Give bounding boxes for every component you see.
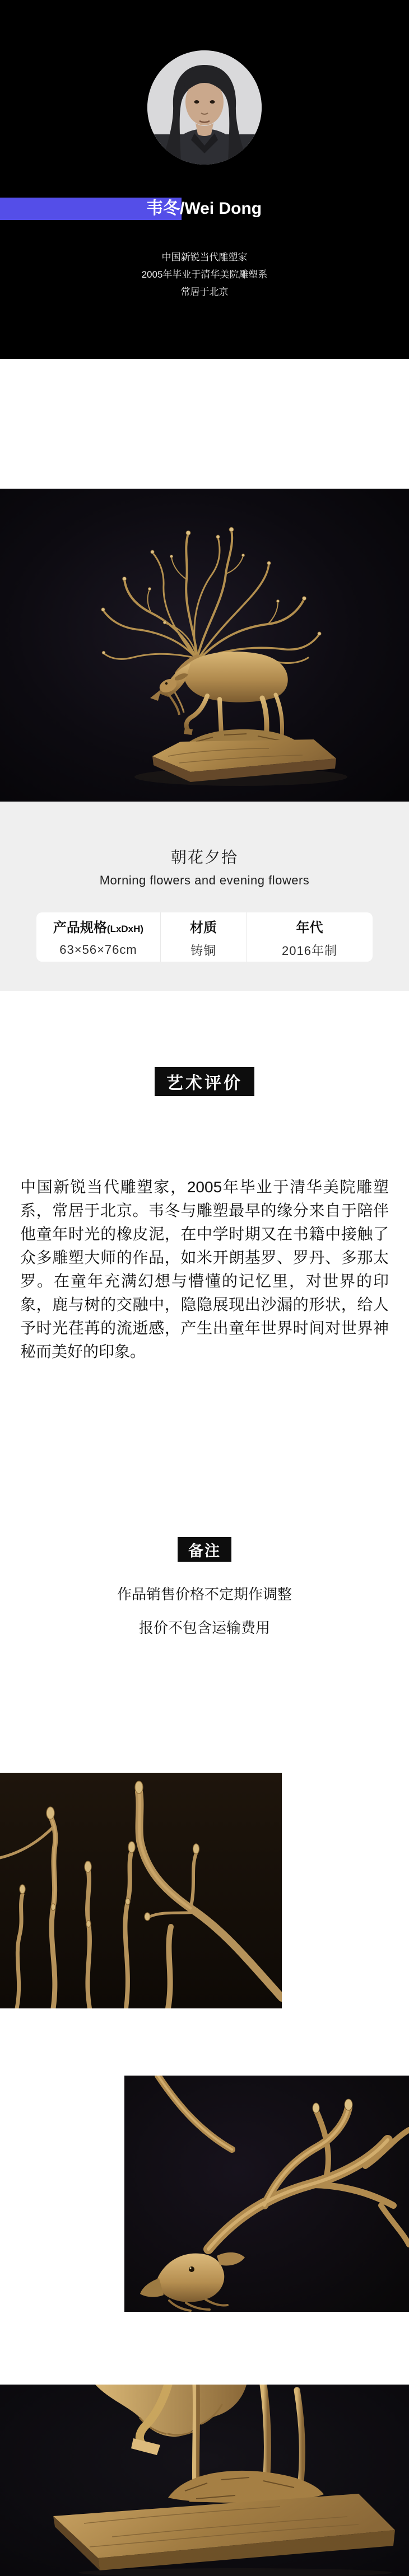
spec-material-label: 材质 — [190, 920, 217, 935]
bio-line: 中国新锐当代雕塑家 — [161, 252, 248, 263]
artist-header — [0, 0, 409, 359]
bio-line: 常居于北京 — [180, 287, 229, 297]
legs-base-detail-illustration — [0, 2385, 409, 2576]
spec-col-material — [160, 912, 247, 962]
bio-line: 2005年毕业于清华美院雕塑系 — [141, 269, 268, 280]
branches-detail-illustration — [0, 1773, 282, 2008]
artwork-title-cn: 朝花夕拾 — [170, 849, 238, 866]
artist-name-cn: 韦冬 — [146, 199, 180, 218]
spacer — [0, 2008, 409, 2076]
spec-size-label — [36, 921, 160, 936]
detail-photo-legs-base[interactable] — [0, 2385, 409, 2576]
detail-photo-deer-head[interactable] — [124, 2076, 409, 2312]
artist-name — [146, 198, 262, 220]
spec-col-size — [36, 912, 160, 962]
note-line: 报价不包含运输费用 — [138, 1619, 270, 1636]
deer-sculpture-illustration — [0, 489, 409, 802]
review-heading: 艺术评价 — [155, 1067, 254, 1096]
review-body: 中国新锐当代雕塑家，2005年毕业于清华美院雕塑系，常居于北京。韦冬与雕塑最早的缘分来自于陪伴他童年时光的橡皮泥，在中学时期又在书籍中接触了众多雕塑大师的作品，如米开朗基罗、罗丹、多那太罗。在童年充满幻想与懵懂的记忆里，对世界的印象，鹿与树的交融中，隐隐展现出沙漏的形状，给人予时光荏苒的流逝感，产生出童年世界时间对世界神秘而美好的印象。 — [20, 1178, 389, 1360]
spec-card — [36, 912, 373, 962]
artist-name-row — [0, 198, 409, 220]
spacer — [0, 2312, 409, 2385]
artist-name-en: /Wei Dong — [180, 199, 262, 218]
spec-year-value: 2016年制 — [282, 944, 337, 958]
artist-bio — [0, 249, 409, 301]
spec-size-value: 63×56×76cm — [59, 943, 137, 957]
note-line: 作品销售价格不定期作调整 — [117, 1586, 292, 1603]
detail-photo-branches[interactable] — [0, 1773, 282, 2008]
deer-head-detail-illustration — [124, 2076, 409, 2312]
artwork-title-en: Morning flowers and evening flowers — [99, 873, 310, 887]
artist-portrait-illustration — [147, 50, 262, 165]
spec-year-label: 年代 — [296, 920, 323, 935]
review-and-notes-section — [0, 991, 409, 1773]
spec-size-label-text: 产品规格 — [53, 920, 107, 935]
spacer — [0, 359, 409, 489]
notes-heading: 备注 — [178, 1537, 231, 1562]
spec-material-value: 铸铜 — [190, 944, 216, 958]
main-product-photo[interactable] — [0, 489, 409, 802]
artist-avatar — [147, 50, 262, 165]
artwork-info-section — [0, 802, 409, 991]
spec-size-label-suffix: (LxDxH) — [106, 924, 144, 934]
spec-col-year — [247, 912, 373, 962]
